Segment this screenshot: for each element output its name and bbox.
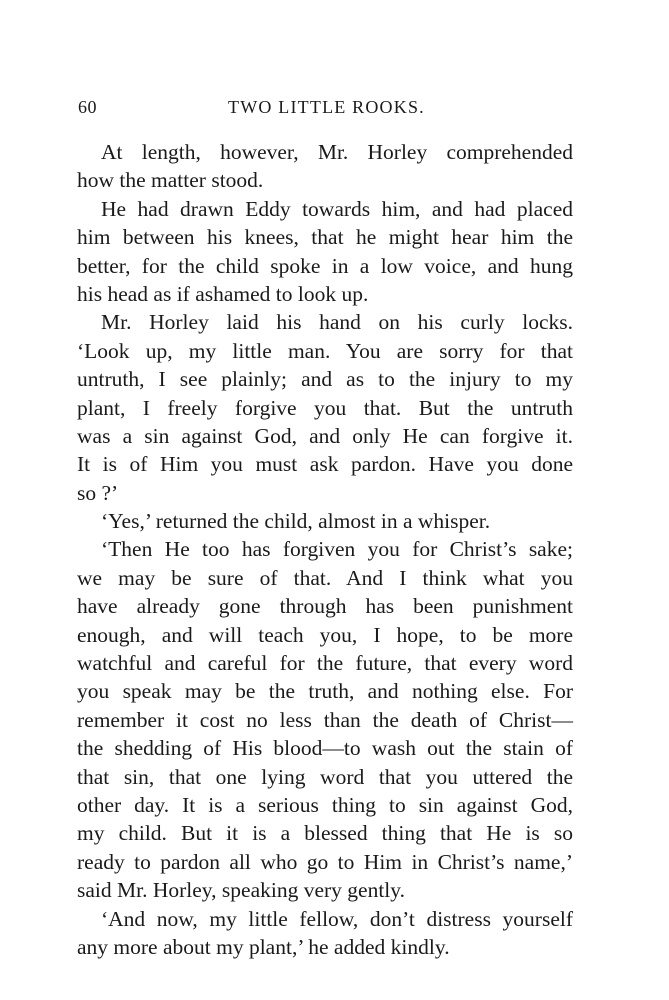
text-line: plant, I freely forgive you that. But the untruth [77,395,573,420]
text-line: ready to pardon all who go to Him in Christ’s name,’ [77,849,573,874]
running-head [78,97,572,121]
text-line: He had drawn Eddy towards him, and had placed [101,196,573,221]
text-line: remember it cost no less than the death of Christ— [77,707,573,732]
text-line: we may be sure of that. And I think what you [77,565,573,590]
text-line: my child. But it is a blessed thing that He is so [77,821,573,846]
text-line: ‘And now, my little fellow, don’t distress yourself [101,906,573,931]
text-line: any more about my plant,’ he added kindly. [77,934,450,959]
text-line: you speak may be the truth, and nothing else. For [77,679,573,704]
running-title: TWO LITTLE ROOKS. [228,97,425,117]
text-line: have already gone through has been punishment [77,594,573,619]
text-line: ‘Then He too has forgiven you for Christ’s sake; [101,537,573,562]
text-line: watchful and careful for the future, that every word [77,651,573,676]
page-number: 60 [78,97,97,117]
text-line: better, for the child spoke in a low voice, and hung [77,253,573,278]
text-line: enough, and will teach you, I hope, to be more [77,622,573,647]
text-line: said Mr. Horley, speaking very gently. [77,878,406,903]
text-line: was a sin against God, and only He can forgive it. [77,423,573,448]
text-line: It is of Him you must ask pardon. Have you done [77,452,573,477]
text-line: ‘Look up, my little man. You are sorry for that [77,338,573,363]
text-line: the shedding of His blood—to wash out the stain of [77,736,573,761]
text-line: Mr. Horley laid his hand on his curly locks. [101,310,573,335]
text-line: other day. It is a serious thing to sin against God, [77,792,573,817]
text-line: his head as if ashamed to look up. [77,281,369,306]
body-text [77,138,573,961]
text-line: so ?’ [77,480,119,505]
text-line: untruth, I see plainly; and as to the injury to my [77,367,573,392]
text-line: At length, however, Mr. Horley comprehended [101,140,573,164]
text-line: him between his knees, that he might hear him the [77,225,573,250]
text-line: that sin, that one lying word that you uttered the [77,764,573,789]
text-line: how the matter stood. [77,168,264,193]
text-line: ‘Yes,’ returned the child, almost in a whisper. [101,509,491,534]
